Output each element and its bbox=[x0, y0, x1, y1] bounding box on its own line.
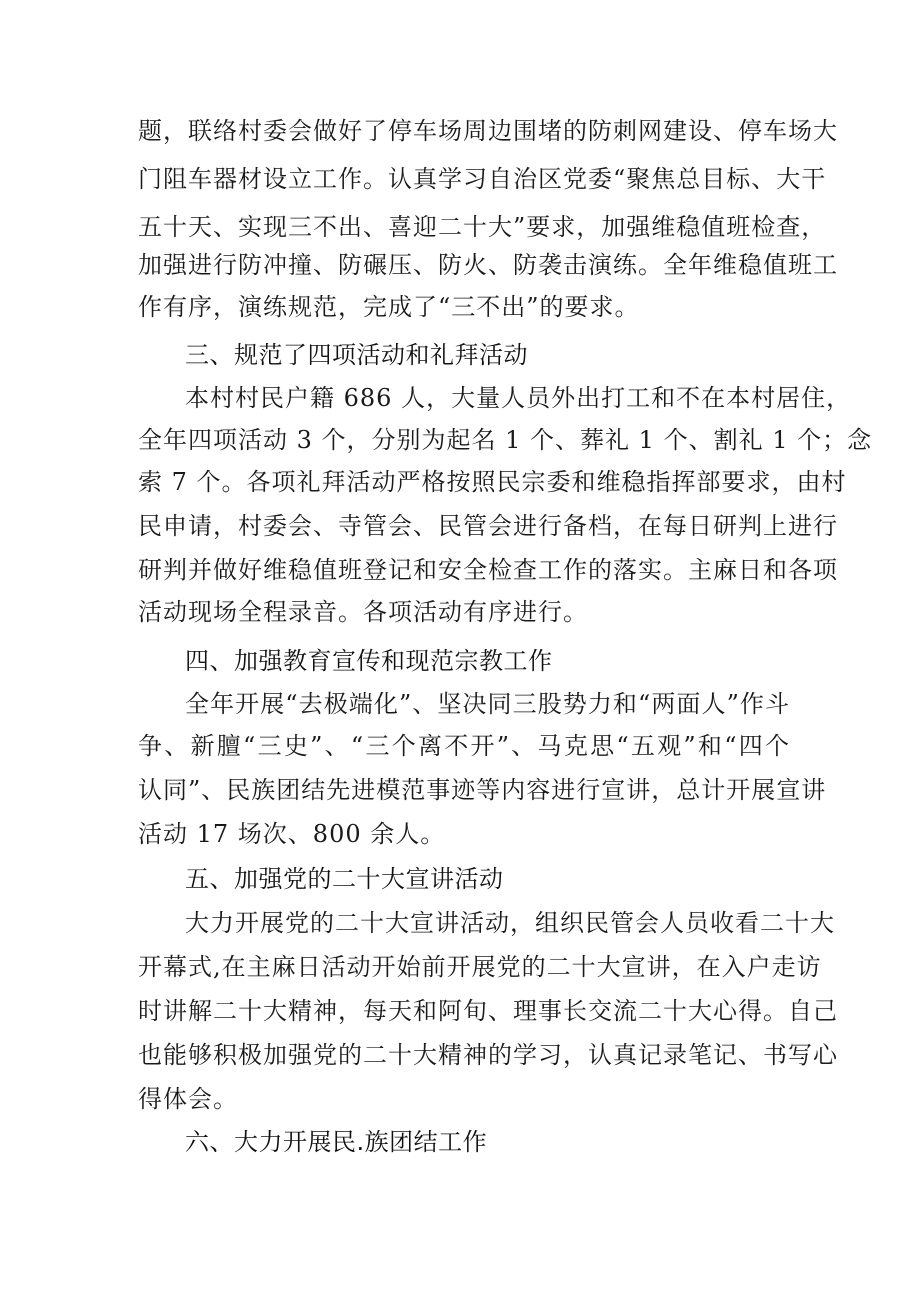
paragraph-line: 争、新膻“三史”、“三个离不开”、马克思“五观”和“四个 bbox=[138, 732, 790, 760]
paragraph-line: 题，联络村委会做好了停车场周边围堵的防刺网建设、停车场大 bbox=[138, 117, 838, 145]
paragraph-line: 也能够积极加强党的二十大精神的学习，认真记录笔记、书写心 bbox=[138, 1041, 838, 1069]
section-heading-5: 五、加强党的二十大宣讲活动 bbox=[185, 865, 504, 893]
paragraph-line: 民申请，村委会、寺管会、民管会进行备档，在每日研判上进行 bbox=[138, 512, 838, 540]
paragraph-line: 作有序，演练规范，完成了“三不出”的要求。 bbox=[138, 293, 640, 321]
paragraph-line: 认同”、民族团结先进模范事迹等内容进行宣讲，总计开展宣讲 bbox=[138, 776, 827, 804]
paragraph-line: 研判并做好维稳值班登记和安全检查工作的落实。主麻日和各项 bbox=[138, 556, 838, 584]
section-heading-4: 四、加强教育宣传和现范宗教工作 bbox=[185, 647, 553, 675]
paragraph-line: 活动 17 场次、800 余人。 bbox=[138, 820, 446, 848]
paragraph-line: 加强进行防冲撞、防碾压、防火、防袭击演练。全年维稳值班工 bbox=[138, 251, 838, 279]
paragraph-line: 大力开展党的二十大宣讲活动，组织民管会人员收看二十大 bbox=[185, 909, 835, 937]
paragraph-line: 活动现场全程录音。各项活动有序进行。 bbox=[138, 598, 588, 626]
section-heading-3: 三、规范了四项活动和礼拜活动 bbox=[185, 341, 528, 369]
paragraph-line: 全年开展“去极端化”、坚决同三股势力和“两面人”作斗 bbox=[185, 690, 790, 718]
paragraph-line: 索 7 个。各项礼拜活动严格按照民宗委和维稳指挥部要求，由村 bbox=[138, 468, 847, 496]
paragraph-line: 本村村民户籍 686 人，大量人员外出打工和不在本村居住， bbox=[185, 384, 852, 412]
paragraph-line: 全年四项活动 3 个，分别为起名 1 个、葬礼 1 个、割礼 1 个；念 bbox=[138, 426, 873, 454]
paragraph-line: 门阻车器材设立工作。认真学习自治区党委“聚焦总目标、大干 bbox=[138, 165, 827, 193]
section-heading-6: 六、大力开展民.族团结工作 bbox=[185, 1128, 488, 1156]
paragraph-line: 得体会。 bbox=[138, 1085, 238, 1113]
paragraph-line: 开幕式,在主麻日活动开始前开展党的二十大宣讲，在入户走访 bbox=[138, 953, 822, 981]
paragraph-line: 五十天、实现三不出、喜迎二十大”要求，加强维稳值班检查， bbox=[138, 213, 827, 241]
paragraph-line: 时讲解二十大精神，每天和阿旬、理事长交流二十大心得。自己 bbox=[138, 997, 838, 1025]
